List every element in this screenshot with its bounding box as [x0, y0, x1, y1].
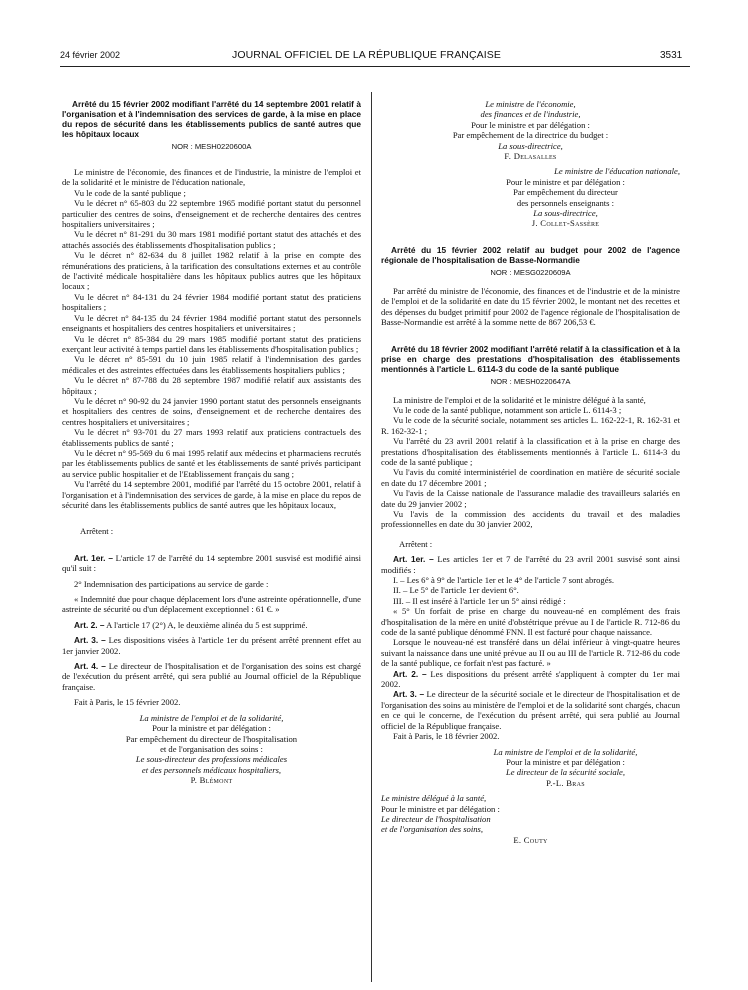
- visa: Vu l'avis de la commission des accidents du travail et des maladies professionnelles en date du 30 janvier 2002,: [381, 508, 680, 530]
- visa: Vu le décret n° 93-701 du 27 mars 1993 relatif aux praticiens contractuels des établissements publics de santé ;: [62, 427, 361, 448]
- visa: Vu le décret n° 95-569 du 6 mai 1995 relatif aux médecins et pharmaciens recrutés par les établissements publics de santé et les établissements de santé privés participant au service public hospitalier et de l'Etablissement français du sang ;: [62, 447, 361, 479]
- article-1-quote: Lorsque le nouveau-né est transféré dans un délai inférieur à vingt-quatre heures suivant la naissance dans une unité prévue au II ou au III de l'article R. 712-86 du code de la santé publique, ce forfait n'est pas facturé. »: [381, 637, 680, 669]
- article-title: Arrêté du 18 février 2002 modifiant l'arrêté relatif à la classification et à la prise en charge des prestations d'hospitalisation des établissements mentionnés à l'article L. 6114-3 du code de la santé publique: [381, 343, 680, 374]
- list-item: I. – Les 6° à 9° de l'article 1er et le 4° de l'article 7 sont abrogés.: [393, 575, 615, 585]
- header-title: JOURNAL OFFICIEL DE LA RÉPUBLIQUE FRANÇAISE: [232, 49, 501, 61]
- signature-line: La ministre de l'emploi et de la solidarité,: [139, 712, 284, 723]
- signature-line: La ministre de l'emploi et de la solidarité,: [493, 746, 638, 757]
- visa: Vu le décret n° 87-788 du 28 septembre 1987 modifié relatif aux assistants des hôpitaux ;: [62, 375, 361, 396]
- visa: Vu le code de la santé publique ;: [74, 187, 186, 198]
- signature-line: et des personnels médicaux hospitaliers,: [141, 764, 282, 775]
- article-1: Art. 1er. – L'article 17 de l'arrêté du 14 septembre 2001 susvisé est modifié ainsi qu'il suit :: [62, 552, 361, 574]
- visa: Vu le décret n° 85-384 du 29 mars 1985 modifié portant statut des praticiens exerçant leur activité à temps partiel dans les établissements d'hospitalisation publics ;: [62, 333, 361, 354]
- visa: Vu le décret n° 85-591 du 10 juin 1985 relatif à l'indemnisation des gardes médicales et des astreintes effectuées dans les établissements hospitaliers publics ;: [62, 354, 361, 375]
- visa: Vu le code de la sécurité sociale, notamment ses articles L. 162-22-1, R. 162-31 et R. 162-32-1 ;: [381, 415, 680, 436]
- page-header: [0, 0, 748, 64]
- visa: Vu le décret n° 90-92 du 24 janvier 1990 portant statut des personnels enseignants et hospitaliers des centres de soins, d'enseignement et de recherche dentaires des centres hospitaliers et universitaires ;: [62, 395, 361, 427]
- signature-line: Pour le ministre et par délégation :: [506, 176, 625, 187]
- signatory-name: F. Delasalles: [504, 151, 557, 162]
- signature-line: Pour le ministre et par délégation :: [381, 803, 500, 814]
- visa: Vu le code de la santé publique, notamment son article L. 6114-3 ;: [393, 404, 622, 415]
- signature-line: Pour la ministre et par délégation :: [506, 756, 625, 767]
- signature-line: Le sous-directeur des professions médicales: [135, 754, 288, 765]
- visa: Vu le décret n° 84-135 du 24 février 1984 modifié portant statut des personnels enseignants et hospitaliers des centres hospitaliers et universitaires ;: [62, 312, 361, 334]
- left-column: [62, 99, 361, 786]
- signature-line: Le directeur de l'hospitalisation: [381, 813, 491, 824]
- article-title: Arrêté du 15 février 2002 modifiant l'arrêté du 14 septembre 2001 relatif à l'organisation et à l'indemnisation des services de garde, à la mise en place du repos de sécurité dans les établissements publics de santé autres que les hôpitaux locaux: [62, 99, 361, 139]
- nor-reference: NOR : MESH0220647A: [490, 376, 571, 386]
- list-item: II. – Le 5° de l'article 1er devient 6°.: [393, 585, 519, 596]
- signature-line: Par empêchement du directeur: [513, 187, 618, 198]
- signature-line: Le ministre délégué à la santé,: [381, 793, 487, 804]
- article-3: Art. 3. – Les dispositions visées à l'article 1er du présent arrêté prennent effet au 1er janvier 2002.: [62, 635, 361, 656]
- signature-line: des finances et de l'industrie,: [480, 109, 581, 120]
- paragraph: Par arrêté du ministre de l'économie, des finances et de l'industrie et de la ministre de l'emploi et de la solidarité en date du 15 février 2002, le montant net des recettes et des dépenses du budget primitif pour 2002 de l'agence régionale de l'hospitalisation de Basse-Normandie est arrêté à la somme nette de 867 206,53 €.: [381, 285, 680, 328]
- article-1-quote: « 5° Un forfait de prise en charge du nouveau-né en complément des frais d'hospitalisation de la mère en unité d'obstétrique prévue au I de l'article R. 712-86 du code de la santé publique dénommé FNN. Il est facturé pour chaque naissance.: [381, 606, 680, 638]
- signatory-name: E. Couty: [513, 834, 548, 845]
- signatory-name: P.-L. Bras: [546, 777, 585, 788]
- signatory-name: P. Blémont: [190, 775, 233, 786]
- preamble: Le ministre de l'économie, des finances et de l'industrie, la ministre de l'emploi et de la solidarité et le ministre de l'éducation nationale,: [62, 167, 361, 188]
- article-2: Art. 2. – A l'article 17 (2°) A, le deuxième alinéa du 5 est supprimé.: [74, 619, 308, 630]
- article-2: Art. 2. – Les dispositions du présent arrêté s'appliquent à compter du 1er mai 2002.: [381, 668, 680, 690]
- signature-line: La sous-directrice,: [498, 140, 563, 151]
- signature-line: Par empêchement du directeur de l'hospitalisation: [125, 733, 298, 744]
- arretent: Arrêtent :: [80, 526, 114, 537]
- nor-reference: NOR : MESG0220609A: [490, 267, 571, 277]
- signature-line: Pour la ministre et par délégation :: [152, 723, 271, 734]
- signature-line: Le ministre de l'économie,: [485, 99, 576, 109]
- visa: Vu l'arrêté du 14 septembre 2001, modifié par l'arrêté du 15 octobre 2001, relatif à l'organisation et à l'indemnisation des services de garde, à la mise en place du repos de sécurité dans les établissements publics de santé autres que les hôpitaux locaux,: [62, 479, 361, 510]
- signature-line: des personnels enseignants :: [516, 197, 615, 208]
- article-1-sub: 2° Indemnisation des participations au service de garde :: [74, 578, 269, 589]
- list-item: III. – Il est inséré à l'article 1er un 5° ainsi rédigé :: [393, 595, 566, 606]
- visa: Vu le décret n° 84-131 du 24 février 1984 modifié portant statut des praticiens hospitaliers ;: [62, 291, 361, 313]
- article-3: Art. 3. – Le directeur de la sécurité sociale et le directeur de l'hospitalisation et de l'organisation des soins au ministère de l'emploi et de la solidarité sont chargés, chacun en ce qui le concerne, de l'exécution du présent arrêté, qui sera publié au Journal officiel de la République française.: [381, 689, 680, 731]
- signature-line: et de l'organisation des soins,: [381, 824, 484, 835]
- signature-line: Le directeur de la sécurité sociale,: [505, 767, 625, 778]
- signatory-name: J. Collet-Sassère: [531, 218, 600, 229]
- column-divider: [371, 92, 372, 982]
- right-column: [381, 99, 680, 845]
- signature-line: Le ministre de l'éducation nationale,: [554, 166, 680, 177]
- done-at: Fait à Paris, le 15 février 2002.: [74, 697, 181, 708]
- signature-line: Par empêchement de la directrice du budget :: [452, 130, 609, 141]
- signature-line: La sous-directrice,: [533, 208, 598, 219]
- nor-reference: NOR : MESH0220600A: [171, 142, 252, 151]
- article-title: Arrêté du 15 février 2002 relatif au budget pour 2002 de l'agence régionale de l'hospitalisation de Basse-Normandie: [381, 244, 680, 265]
- visa: Vu le décret n° 82-634 du 8 juillet 1982 relatif à la prise en compte des rémunérations des praticiens, à la tarification des consultations externes et au contrôle de l'activité médicale hospitalière dans les hôpitaux publics autres que les hôpitaux locaux ;: [62, 250, 361, 292]
- header-page-number: 3531: [660, 50, 683, 61]
- article-1-quote: « Indemnité due pour chaque déplacement lors d'une astreinte opérationnelle, d'une astreinte de sécurité ou d'un déplacement exceptionnel : 61 €. »: [62, 594, 361, 615]
- visa: Vu l'avis de la Caisse nationale de l'assurance maladie des travailleurs salariés en date du 29 janvier 2002 ;: [381, 488, 680, 509]
- header-rule: [60, 66, 690, 67]
- header-date: 24 février 2002: [60, 50, 121, 60]
- visa: Vu l'avis du comité interministériel de coordination en matière de sécurité sociale en date du 17 décembre 2001 ;: [381, 467, 680, 488]
- visa: Vu l'arrêté du 23 avril 2001 relatif à la classification et à la prise en charge des prestations d'hospitalisation des établissements mentionnés à l'article L. 6114-3 du code de la santé publique ;: [381, 436, 680, 467]
- signature-line: et de l'organisation des soins :: [160, 743, 263, 754]
- signature-line: Pour le ministre et par délégation :: [471, 119, 590, 130]
- visa: Vu le décret n° 65-803 du 22 septembre 1965 modifié portant statut du personnel particulier des centres de soins, d'enseignement et de recherche dentaires des centres hospitaliers universitaires ;: [62, 198, 361, 230]
- preamble: La ministre de l'emploi et de la solidarité et le ministre délégué à la santé,: [393, 394, 646, 405]
- article-1: Art. 1er. – Les articles 1er et 7 de l'arrêté du 23 avril 2001 susvisé sont ainsi modifiés :: [381, 554, 680, 575]
- done-at: Fait à Paris, le 18 février 2002.: [393, 731, 500, 742]
- visa: Vu le décret n° 81-291 du 30 mars 1981 modifié portant statut des attachés et des attachés associés des établissements d'hospitalisation publics ;: [62, 229, 361, 250]
- arretent: Arrêtent :: [399, 538, 433, 549]
- article-4: Art. 4. – Le directeur de l'hospitalisation et de l'organisation des soins est chargé de l'exécution du présent arrêté, qui sera publié au Journal officiel de la République française.: [62, 661, 361, 692]
